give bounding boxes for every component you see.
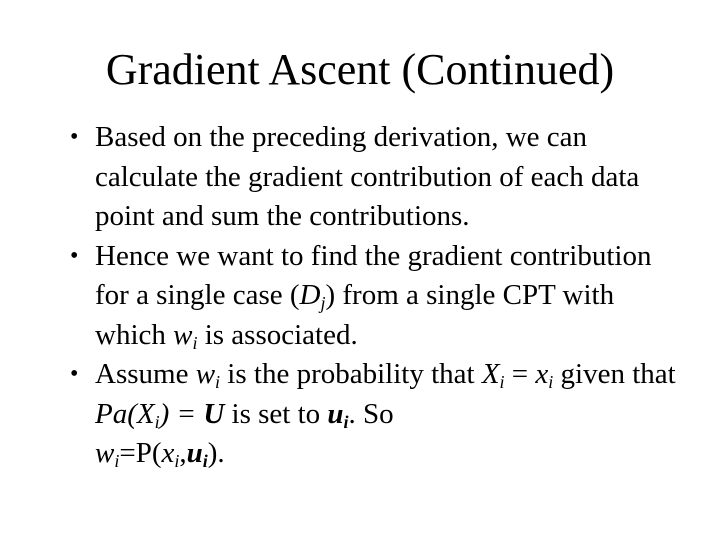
bullet-text: Hence we want to find the gradient contribution for a single case $(D_j)$ from a single CPT with which $w_i$ is associated. <box>95 239 652 353</box>
bullet-item-3 <box>70 355 690 474</box>
slide-title: Gradient Ascent (Continued) <box>105 45 615 94</box>
bullet-text: Based on the preceding derivation, we can calculate the gradient contribution of each data point and sum the contributions. <box>95 121 640 232</box>
bullet-glyph: • <box>70 361 79 387</box>
bullet-text: Assume $w_i$ is the probability that $X_i = x_i$ given that $Pa(X_i) = U$ is set to $u_i$. So $w_i=P(x_i,u_i)$. <box>95 358 676 472</box>
bullet-item-2 <box>70 237 690 356</box>
bullet-glyph: • <box>70 124 79 150</box>
bullet-item-1 <box>70 118 690 237</box>
bullet-glyph: • <box>70 242 79 269</box>
bullet-list <box>70 118 690 474</box>
